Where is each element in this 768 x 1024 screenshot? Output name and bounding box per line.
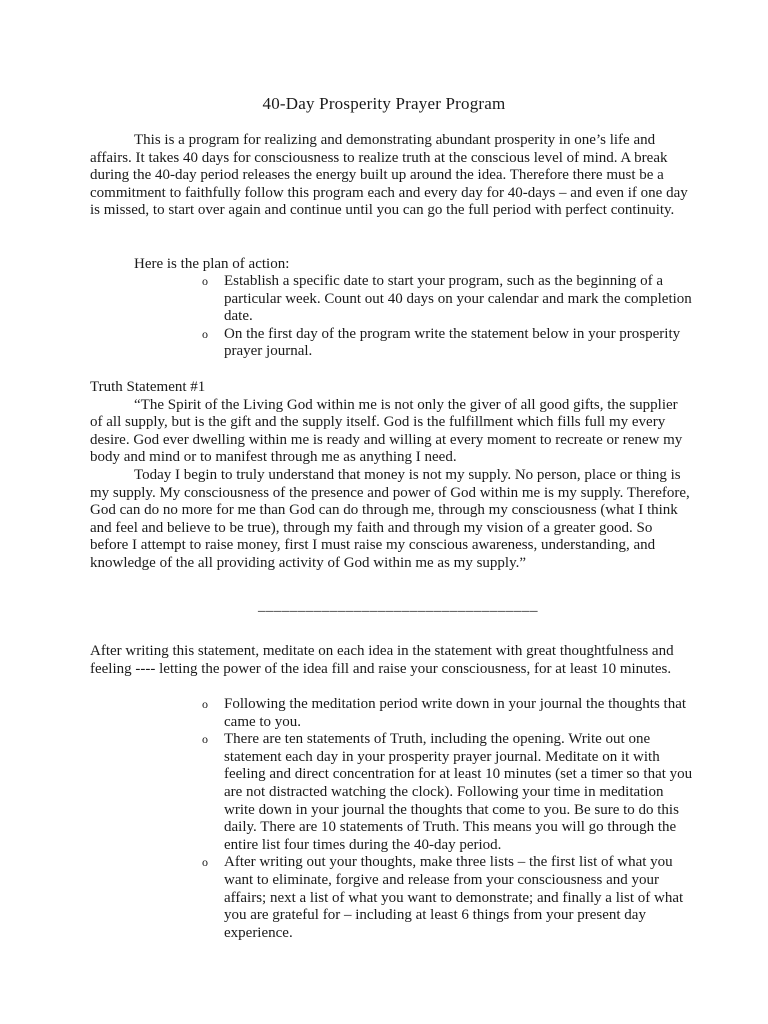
instructions-list — [202, 696, 698, 942]
page-title: 40-Day Prosperity Prayer Program — [262, 94, 506, 113]
instruction-item-text: After writing out your thoughts, make three lists – the first list of what you want to eliminate, forgive and release from your consciousness and your affairs; next a list of what you want to demonstrate; and finally a list of what you are grateful for – including at least 6 things from your present day experience. — [224, 854, 684, 941]
bullet-icon: o — [202, 855, 208, 870]
truth-paragraph-2: Today I begin to truly understand that money is not my supply. No person, place or thing is my supply. My consciousness of the presence and power of God within me is my supply. Therefore, God can do no more for me than God can do through me, through my consciousness (what I think and feel and believe to be true), through my faith and through my vision of a greater good. So before I attempt to raise money, first I must raise my conscious awareness, understanding, and knowledge of the all providing activity of God within me as my supply.” — [90, 466, 690, 571]
bullet-icon: o — [202, 274, 208, 288]
truth-heading: Truth Statement #1 — [90, 379, 206, 395]
plan-item — [202, 273, 698, 326]
separator-line: ___________________________________ — [258, 598, 538, 614]
bullet-icon: o — [202, 732, 208, 747]
bullet-icon: o — [202, 326, 208, 341]
plan-item-text: Establish a specific date to start your program, such as the beginning of a particular week. Count out 40 days on your calendar and mark the completion date. — [224, 273, 692, 325]
truth-paragraph-1: “The Spirit of the Living God within me is not only the giver of all good gifts, the supplier of all supply, but is the gift and the supply itself. God is the fulfillment which fills full my every desire. God ever dwelling within me is ready and willing at every moment to recreate or renew my body and mind or to manifest through me as anything I need. — [90, 396, 683, 466]
intro-paragraph: This is a program for realizing and demonstrating abundant prosperity in one’s life and affairs. It takes 40 days for consciousness to realize truth at the conscious level of mind. A break during the 40-day period releases the energy built up around the idea. Therefore there must be a commitment to faithfully follow this program each and every day for 40-days – and even if one day is missed, to start over again and continue until you can go the full period with perfect continuity. — [90, 132, 688, 219]
intro-section — [90, 132, 690, 220]
plan-heading: Here is the plan of action: — [134, 256, 290, 272]
instruction-item-text: Following the meditation period write down in your journal the thoughts that came to you. — [224, 696, 687, 730]
plan-list — [202, 273, 698, 361]
instruction-item — [202, 696, 698, 731]
truth-statement-section — [90, 379, 690, 573]
plan-item-text: On the first day of the program write the statement below in your prosperity prayer journal. — [224, 325, 681, 360]
instruction-item-text: There are ten statements of Truth, including the opening. Write out one statement each day in your prosperity prayer journal. Meditate on it with feeling and direct concentration for at least 10 minutes (set a timer so that you are not distracted watching the clock). Following your time in meditation write down in your journal the thoughts that come to you. Be sure to do this daily. There are 10 statements of Truth. This means you will go through the entire list four times during the 40-day period. — [224, 731, 693, 853]
bullet-icon: o — [202, 697, 208, 711]
after-intro-paragraph: After writing this statement, meditate on each idea in the statement with great thoughtfulness and feeling ---- letting the power of the idea fill and raise your consciousness, for at least 10 minutes. — [90, 643, 674, 677]
instruction-item — [202, 731, 698, 854]
plan-item — [202, 325, 698, 361]
after-intro-section — [90, 643, 690, 678]
instruction-item — [202, 854, 698, 942]
